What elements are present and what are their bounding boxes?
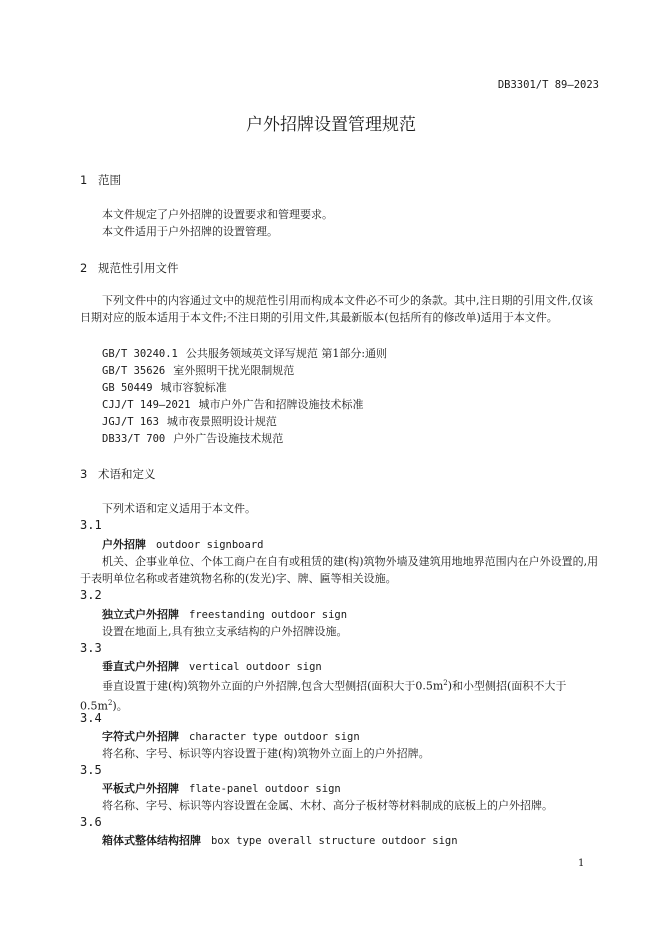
term-number: 3.5 bbox=[80, 763, 102, 777]
term-cn: 字符式户外招牌 bbox=[102, 730, 179, 743]
term-cn: 平板式户外招牌 bbox=[102, 782, 179, 795]
superscript: 2 bbox=[443, 679, 448, 687]
term-en: outdoor signboard bbox=[156, 539, 264, 551]
term-number: 3.3 bbox=[80, 641, 102, 655]
section-number: 1 bbox=[80, 173, 88, 187]
term-en: vertical outdoor sign bbox=[189, 661, 322, 673]
reference-title: 公共服务领域英文译写规范 第1部分:通则 bbox=[185, 347, 388, 360]
term-number: 3.2 bbox=[80, 588, 102, 602]
reference-item bbox=[102, 413, 277, 429]
reference-item bbox=[102, 362, 294, 378]
term-definition bbox=[80, 675, 600, 714]
term-definition: 机关、企事业单位、个体工商户在自有或租赁的建(构)筑物外墙及建筑用地地界范围内在户外设置的,用于表明单位名称或者建筑物名称的(发光)字、牌、匾等相关设施。 bbox=[80, 555, 599, 585]
term-heading bbox=[102, 536, 263, 552]
reference-item bbox=[102, 430, 283, 446]
reference-code: DB33/T 700 bbox=[102, 433, 166, 445]
section-title: 范围 bbox=[98, 173, 121, 187]
term-definition: 设置在地面上,具有独立支承结构的户外招牌设施。 bbox=[102, 625, 348, 638]
section-title: 规范性引用文件 bbox=[98, 261, 179, 275]
term-number: 3.1 bbox=[80, 518, 102, 532]
paragraph: 本文件规定了户外招牌的设置要求和管理要求。 bbox=[102, 208, 333, 221]
term-heading bbox=[102, 780, 341, 796]
term-number: 3.4 bbox=[80, 711, 102, 725]
paragraph: 本文件适用于户外招牌的设置管理。 bbox=[102, 225, 278, 238]
standard-number: DB3301/T 89—2023 bbox=[497, 79, 599, 91]
definition-text: )和小型侧招(面积不大于0.5m bbox=[80, 679, 567, 713]
reference-item bbox=[102, 396, 364, 412]
term-heading bbox=[102, 728, 360, 744]
reference-title: 户外广告设施技术规范 bbox=[173, 432, 284, 445]
superscript: 2 bbox=[107, 698, 113, 707]
term-cn: 独立式户外招牌 bbox=[102, 608, 179, 621]
reference-title: 城市户外广告和招牌设施技术标准 bbox=[198, 398, 364, 411]
definition-text: )。 bbox=[112, 699, 128, 713]
reference-title: 室外照明干扰光限制规范 bbox=[173, 364, 295, 377]
term-definition: 将名称、字号、标识等内容设置于建(构)筑物外立面上的户外招牌。 bbox=[102, 747, 430, 760]
term-en: box type overall structure outdoor sign bbox=[211, 835, 458, 847]
term-cn: 户外招牌 bbox=[102, 538, 146, 551]
reference-code: JGJ/T 163 bbox=[102, 416, 159, 428]
term-heading bbox=[102, 832, 458, 848]
reference-code: GB/T 35626 bbox=[102, 365, 166, 377]
paragraph: 下列术语和定义适用于本文件。 bbox=[102, 502, 256, 515]
term-en: character type outdoor sign bbox=[189, 731, 360, 743]
reference-item bbox=[102, 345, 387, 361]
reference-title: 城市容貌标准 bbox=[160, 381, 227, 394]
term-number: 3.6 bbox=[80, 815, 102, 829]
section-number: 3 bbox=[80, 467, 88, 481]
reference-item bbox=[102, 379, 227, 395]
section-1-heading bbox=[80, 172, 121, 188]
section-title: 术语和定义 bbox=[98, 467, 156, 481]
paragraph: 下列文件中的内容通过文中的规范性引用而构成本文件必不可少的条款。其中,注日期的引用文件,仅该日期对应的版本适用于本文件;不注日期的引用文件,其最新版本(包括所有的修改单)适用于本文件。 bbox=[80, 294, 593, 324]
term-en: flate-panel outdoor sign bbox=[189, 783, 341, 795]
term-en: freestanding outdoor sign bbox=[189, 609, 348, 621]
term-heading bbox=[102, 606, 347, 622]
section-3-heading bbox=[80, 466, 156, 482]
section-2-heading bbox=[80, 260, 179, 276]
term-heading bbox=[102, 658, 322, 674]
term-cn: 垂直式户外招牌 bbox=[102, 660, 179, 673]
term-definition: 将名称、字号、标识等内容设置在金属、木材、高分子板材等材料制成的底板上的户外招牌。 bbox=[102, 799, 553, 812]
reference-code: GB 50449 bbox=[102, 382, 153, 394]
page-title: 户外招牌设置管理规范 bbox=[246, 115, 416, 135]
reference-title: 城市夜景照明设计规范 bbox=[166, 415, 277, 428]
section-number: 2 bbox=[80, 261, 88, 275]
page-number: 1 bbox=[578, 858, 585, 869]
reference-code: CJJ/T 149—2021 bbox=[102, 399, 191, 411]
definition-text: 垂直设置于建(构)筑物外立面的户外招牌,包含大型侧招(面积大于0.5m bbox=[102, 679, 444, 693]
reference-code: GB/T 30240.1 bbox=[102, 348, 178, 360]
term-cn: 箱体式整体结构招牌 bbox=[102, 834, 201, 847]
